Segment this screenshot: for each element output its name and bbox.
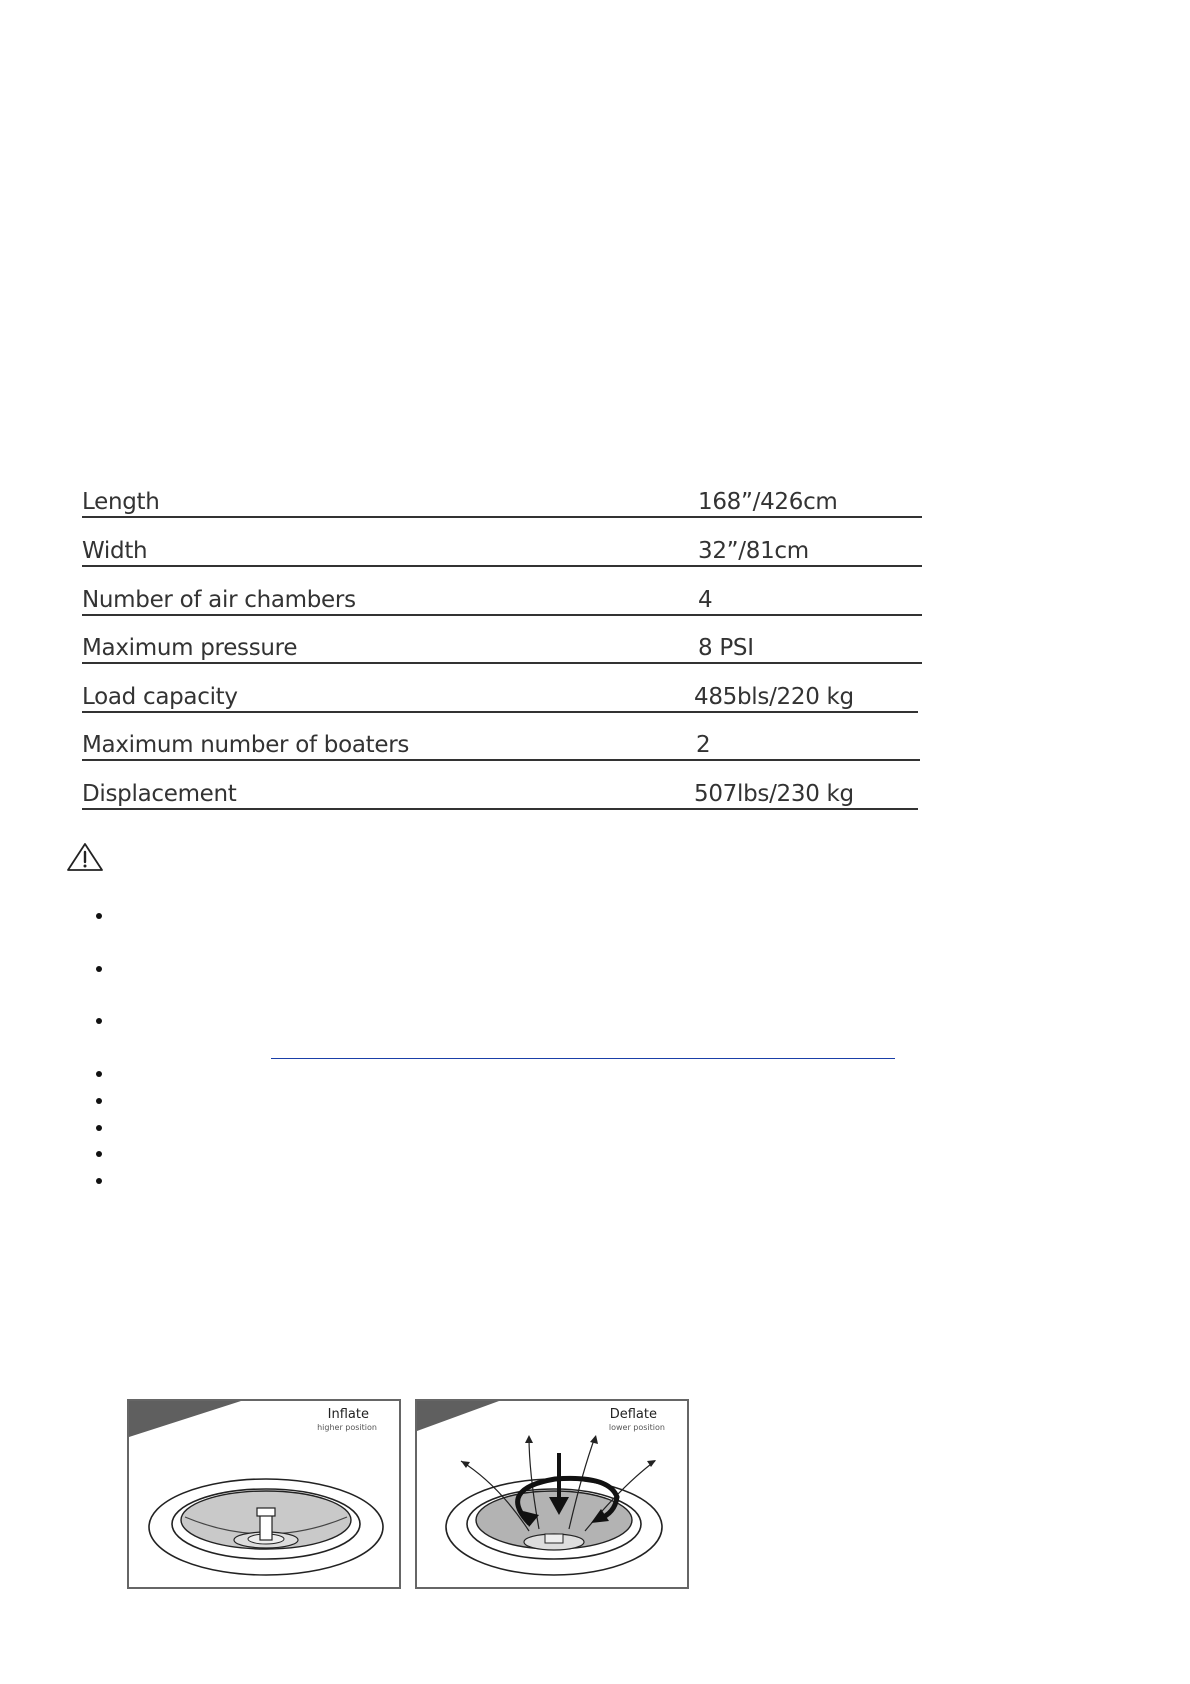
spec-label: Length [82,489,160,515]
list-item [96,1125,102,1131]
spec-value: 2 [696,732,711,758]
spec-underline [82,662,922,664]
spec-label: Maximum number of boaters [82,732,410,758]
list-item [96,1018,102,1024]
spec-value: 32”/81cm [698,538,809,564]
figure-subtitle: lower position [608,1423,665,1432]
spec-label: Load capacity [82,684,238,710]
figure-subtitle: higher position [317,1423,377,1432]
spec-value: 4 [698,587,713,613]
spec-underline [82,808,918,810]
spec-value: 485bls/220 kg [694,684,854,710]
list-item [96,966,102,972]
spec-underline [82,711,918,713]
warning-triangle-icon [66,842,104,872]
spec-underline [82,614,922,616]
spec-label: Number of air chambers [82,587,356,613]
link-underline[interactable] [271,1058,895,1059]
spec-label: Width [82,538,148,564]
spec-value: 507lbs/230 kg [694,781,854,807]
spec-underline [82,516,922,518]
spec-value: 168”/426cm [698,489,838,515]
spec-label: Maximum pressure [82,635,298,661]
figure-title: Deflate [609,1407,657,1422]
list-item [96,1071,102,1077]
valve-deflate-figure [415,1399,689,1589]
spec-value: 8 PSI [698,635,754,661]
spec-underline [82,565,922,567]
spec-label: Displacement [82,781,237,807]
list-item [96,1098,102,1104]
figure-title: Inflate [327,1407,369,1422]
list-item [96,1178,102,1184]
valve-inflate-figure [127,1399,401,1589]
list-item [96,913,102,919]
spec-underline [82,759,920,761]
list-item [96,1151,102,1157]
